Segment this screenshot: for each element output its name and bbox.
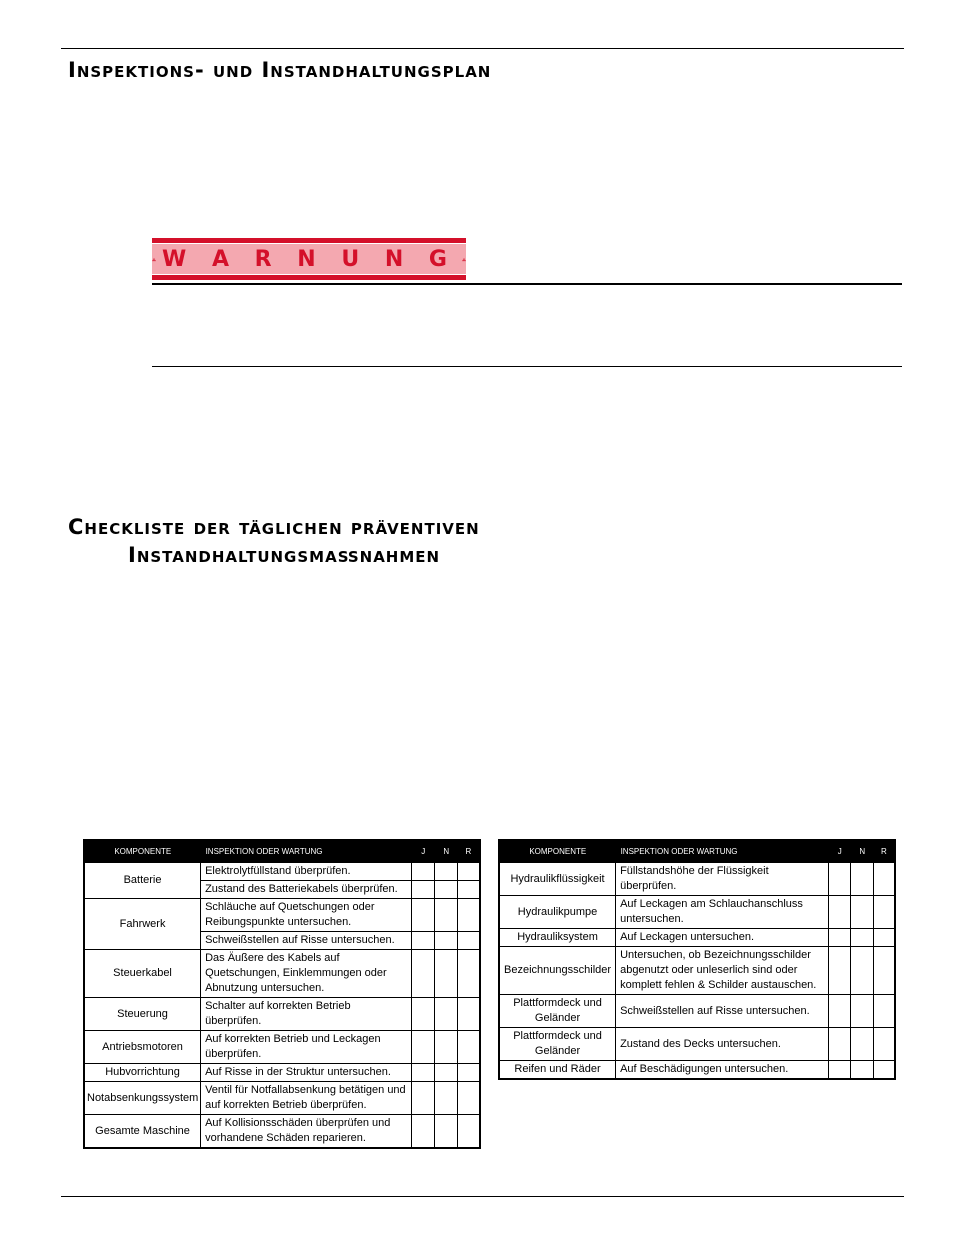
- checkbox-j[interactable]: [412, 863, 435, 881]
- col-header-r: R: [458, 840, 480, 863]
- checkbox-n[interactable]: [435, 998, 458, 1031]
- checkbox-j[interactable]: [412, 998, 435, 1031]
- col-header-inspection: INSPEKTION ODER WARTUNG: [616, 840, 829, 863]
- col-header-n: N: [435, 840, 458, 863]
- warning-banner: [152, 238, 466, 280]
- component-cell: Hydraulikpumpe: [499, 896, 616, 929]
- checkbox-n[interactable]: [851, 995, 874, 1028]
- col-header-inspection: INSPEKTION ODER WARTUNG: [201, 840, 412, 863]
- inspection-cell: Schweißstellen auf Risse untersuchen.: [616, 995, 829, 1028]
- checkbox-r[interactable]: [874, 947, 895, 995]
- checklist-heading-line1: Checkliste der täglichen präventiven: [68, 515, 480, 539]
- checkbox-n[interactable]: [851, 896, 874, 929]
- page-heading-schedule: Inspektions- und Instandhaltungsplan: [68, 58, 492, 82]
- inspection-cell: Zustand des Batteriekabels überprüfen.: [201, 881, 412, 899]
- table-row: [499, 929, 895, 947]
- col-header-j: J: [412, 840, 435, 863]
- inspection-cell: Auf Kollisionsschäden überprüfen und vorhandene Schäden reparieren.: [201, 1115, 412, 1149]
- inspection-cell: Auf Leckagen untersuchen.: [616, 929, 829, 947]
- checkbox-r[interactable]: [458, 998, 480, 1031]
- component-cell: Hubvorrichtung: [84, 1064, 201, 1082]
- component-cell: Batterie: [84, 863, 201, 899]
- checkbox-j[interactable]: [412, 881, 435, 899]
- component-cell: Hydrauliksystem: [499, 929, 616, 947]
- table-row: [499, 896, 895, 929]
- checkbox-j[interactable]: [412, 1064, 435, 1082]
- checkbox-n[interactable]: [435, 899, 458, 932]
- checkbox-j[interactable]: [829, 995, 851, 1028]
- table-row: [499, 1028, 895, 1061]
- checkbox-r[interactable]: [458, 1115, 480, 1149]
- table-row: [84, 1115, 480, 1149]
- checkbox-j[interactable]: [829, 1061, 851, 1080]
- checkbox-r[interactable]: [874, 896, 895, 929]
- bottom-rule: [61, 1196, 904, 1197]
- component-cell: Hydraulikflüssigkeit: [499, 863, 616, 896]
- component-cell: Steuerung: [84, 998, 201, 1031]
- checkbox-r[interactable]: [874, 929, 895, 947]
- col-header-n: N: [851, 840, 874, 863]
- checkbox-r[interactable]: [874, 1028, 895, 1061]
- checklist-table-right: [498, 839, 896, 1080]
- warning-rule-top: [152, 283, 902, 285]
- checkbox-n[interactable]: [435, 1064, 458, 1082]
- component-cell: Reifen und Räder: [499, 1061, 616, 1080]
- checkbox-j[interactable]: [412, 950, 435, 998]
- component-cell: Plattformdeck und Geländer: [499, 995, 616, 1028]
- warning-rule-bottom: [152, 366, 902, 367]
- table-row: [499, 947, 895, 995]
- checkbox-j[interactable]: [829, 896, 851, 929]
- top-rule: [61, 48, 904, 49]
- table-row: [84, 1031, 480, 1064]
- col-header-component: KOMPONENTE: [499, 840, 616, 863]
- inspection-cell: Zustand des Decks untersuchen.: [616, 1028, 829, 1061]
- checkbox-n[interactable]: [435, 1082, 458, 1115]
- table-row: [84, 950, 480, 998]
- inspection-cell: Das Äußere des Kabels auf Quetschungen, Einklemmungen oder Abnutzung untersuchen.: [201, 950, 412, 998]
- checkbox-r[interactable]: [874, 1061, 895, 1080]
- checkbox-n[interactable]: [851, 929, 874, 947]
- warning-triangle-icon: [152, 246, 156, 273]
- checkbox-r[interactable]: [458, 932, 480, 950]
- component-cell: Steuerkabel: [84, 950, 201, 998]
- table-row: [84, 863, 480, 881]
- inspection-cell: Auf Beschädigungen untersuchen.: [616, 1061, 829, 1080]
- table-row: [499, 995, 895, 1028]
- inspection-cell: Schalter auf korrekten Betrieb überprüfen.: [201, 998, 412, 1031]
- checkbox-r[interactable]: [458, 899, 480, 932]
- table-row: [84, 1064, 480, 1082]
- checkbox-n[interactable]: [851, 1061, 874, 1080]
- table-row: [84, 1082, 480, 1115]
- checkbox-n[interactable]: [435, 1031, 458, 1064]
- checkbox-j[interactable]: [412, 1031, 435, 1064]
- table-row: [84, 998, 480, 1031]
- table-row: [84, 899, 480, 932]
- checkbox-r[interactable]: [458, 1082, 480, 1115]
- checkbox-j[interactable]: [412, 899, 435, 932]
- checkbox-r[interactable]: [458, 1031, 480, 1064]
- inspection-cell: Auf korrekten Betrieb und Leckagen überprüfen.: [201, 1031, 412, 1064]
- col-header-component: KOMPONENTE: [84, 840, 201, 863]
- checkbox-r[interactable]: [458, 1064, 480, 1082]
- checkbox-n[interactable]: [435, 950, 458, 998]
- checkbox-n[interactable]: [435, 1115, 458, 1149]
- table-row: [499, 863, 895, 896]
- warning-label: W A R N U N G: [162, 246, 456, 272]
- checkbox-n[interactable]: [851, 863, 874, 896]
- component-cell: Notabsenkungssystem: [84, 1082, 201, 1115]
- inspection-cell: Ventil für Notfallabsenkung betätigen und auf korrekten Betrieb überprüfen.: [201, 1082, 412, 1115]
- checkbox-j[interactable]: [829, 929, 851, 947]
- col-header-r: R: [874, 840, 895, 863]
- table-row: [499, 1061, 895, 1080]
- component-cell: Antriebsmotoren: [84, 1031, 201, 1064]
- inspection-cell: Schläuche auf Quetschungen oder Reibungspunkte untersuchen.: [201, 899, 412, 932]
- checklist-table-left: [83, 839, 481, 1149]
- checkbox-r[interactable]: [874, 863, 895, 896]
- component-cell: Plattformdeck und Geländer: [499, 1028, 616, 1061]
- inspection-cell: Auf Risse in der Struktur untersuchen.: [201, 1064, 412, 1082]
- inspection-cell: Füllstandshöhe der Flüssigkeit überprüfen.: [616, 863, 829, 896]
- checkbox-n[interactable]: [435, 932, 458, 950]
- checkbox-j[interactable]: [412, 1082, 435, 1115]
- checkbox-j[interactable]: [412, 932, 435, 950]
- inspection-cell: Schweißstellen auf Risse untersuchen.: [201, 932, 412, 950]
- checkbox-r[interactable]: [458, 950, 480, 998]
- inspection-cell: Auf Leckagen am Schlauchanschluss untersuchen.: [616, 896, 829, 929]
- component-cell: Fahrwerk: [84, 899, 201, 950]
- inspection-cell: Untersuchen, ob Bezeichnungsschilder abgenutzt oder unleserlich sind oder komplett fehlen & Schilder austauschen.: [616, 947, 829, 995]
- checkbox-j[interactable]: [412, 1115, 435, 1149]
- checkbox-j[interactable]: [829, 947, 851, 995]
- component-cell: Bezeichnungsschilder: [499, 947, 616, 995]
- checkbox-n[interactable]: [851, 1028, 874, 1061]
- checkbox-r[interactable]: [874, 995, 895, 1028]
- checklist-heading-line2: Instandhaltungsmaßnahmen: [128, 543, 441, 567]
- checkbox-j[interactable]: [829, 863, 851, 896]
- checkbox-r[interactable]: [458, 863, 480, 881]
- checkbox-n[interactable]: [851, 947, 874, 995]
- checkbox-n[interactable]: [435, 863, 458, 881]
- component-cell: Gesamte Maschine: [84, 1115, 201, 1149]
- inspection-cell: Elektrolytfüllstand überprüfen.: [201, 863, 412, 881]
- checkbox-r[interactable]: [458, 881, 480, 899]
- col-header-j: J: [829, 840, 851, 863]
- warning-triangle-icon: [462, 246, 466, 273]
- checkbox-n[interactable]: [435, 881, 458, 899]
- checkbox-j[interactable]: [829, 1028, 851, 1061]
